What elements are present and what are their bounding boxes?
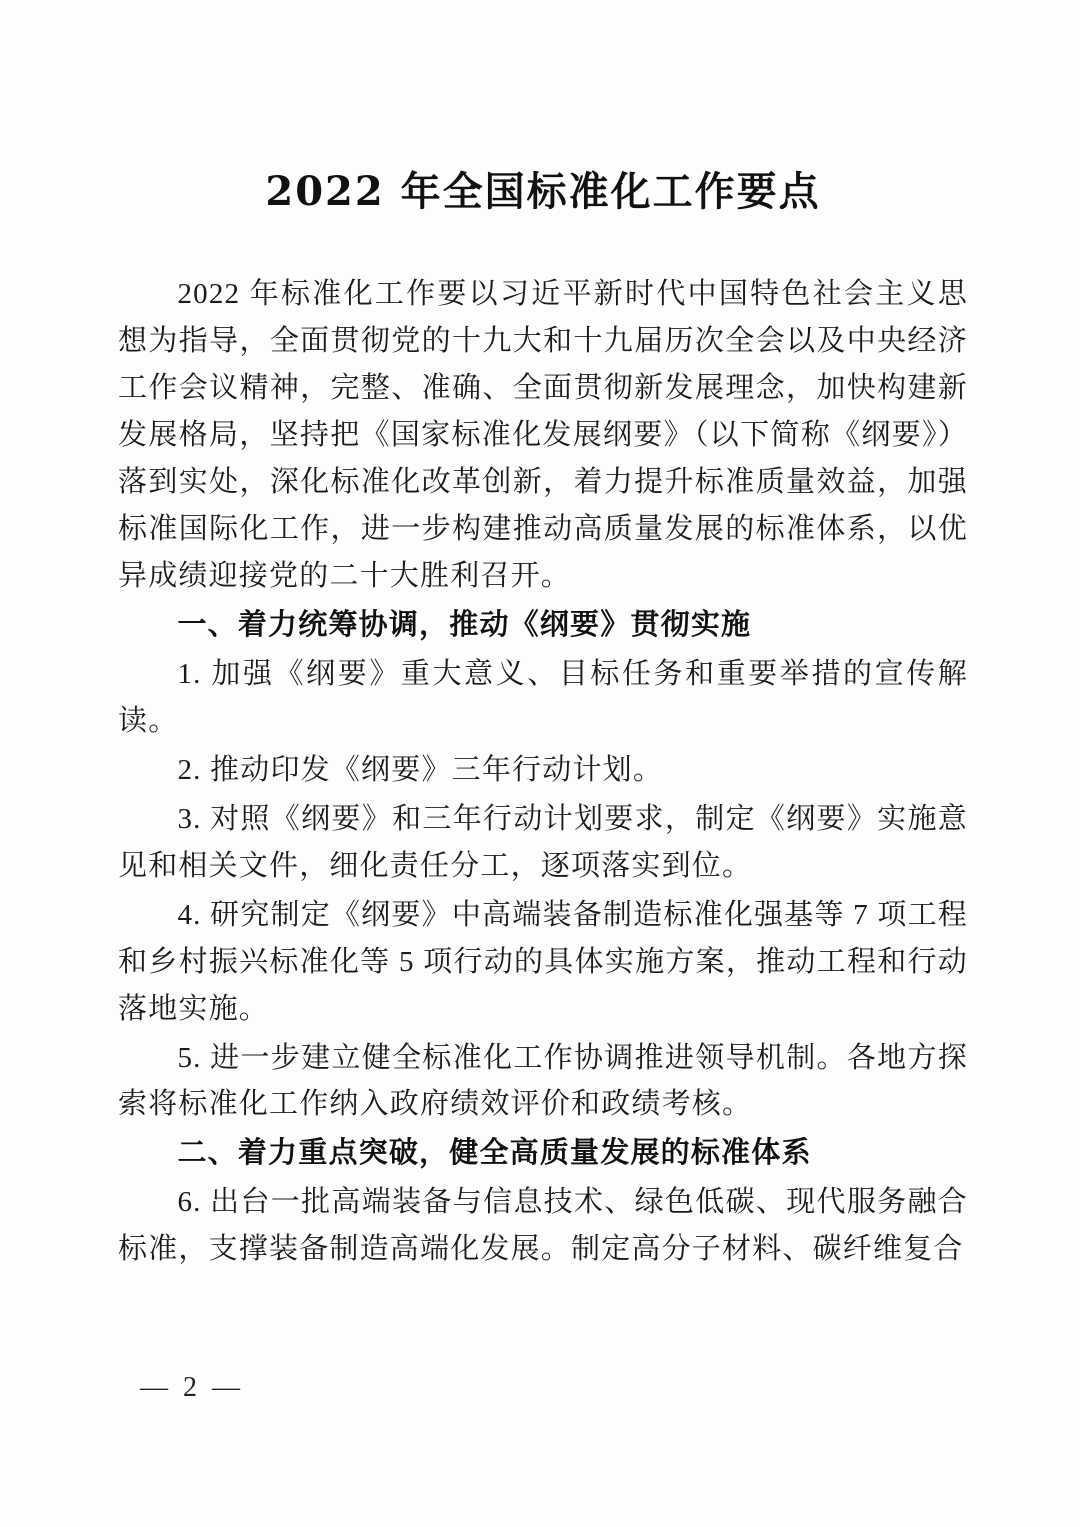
section-heading-two: 二、着力重点突破，健全高质量发展的标准体系	[177, 1137, 812, 1170]
page-number: — 2 —	[140, 1372, 244, 1403]
list-item-1: 1. 加强《纲要》重大意义、目标任务和重要举措的宣传解读。	[118, 657, 968, 737]
list-item-6: 6. 出台一批高端装备与信息技术、绿色低碳、现代服务融合标准，支撑装备制造高端化发展。制定高分子材料、碳纤维复合	[118, 1186, 968, 1266]
document-body	[118, 160, 968, 1275]
paragraph-opening: 2022 年标准化工作要以习近平新时代中国特色社会主义思想为指导，全面贯彻党的十九大和十九届历次全会以及中央经济工作会议精神，完整、准确、全面贯彻新发展理念，加快构建新发展格局，坚持把《国家标准化发展纲要》（以下简称《纲要》）落到实处，深化标准化改革创新，着力提升标准质量效益，加强标准国际化工作，进一步构建推动高质量发展的标准体系，以优异成绩迎接党的二十大胜利召开。	[118, 278, 968, 592]
page-title: 2022 年全国标准化工作要点	[265, 168, 821, 215]
list-item-5: 5. 进一步建立健全标准化工作协调推进领导机制。各地方探索将标准化工作纳入政府绩效评价和政绩考核。	[118, 1041, 968, 1121]
list-item-4: 4. 研究制定《纲要》中高端装备制造标准化强基等 7 项工程和乡村振兴标准化等 5 项行动的具体实施方案，推动工程和行动落地实施。	[118, 898, 968, 1025]
list-item-3: 3. 对照《纲要》和三年行动计划要求，制定《纲要》实施意见和相关文件，细化责任分工，逐项落实到位。	[118, 802, 968, 882]
page-footer	[0, 1372, 1080, 1404]
list-item-2: 2. 推动印发《纲要》三年行动计划。	[177, 753, 664, 786]
section-heading-one: 一、着力统筹协调，推动《纲要》贯彻实施	[177, 608, 752, 641]
